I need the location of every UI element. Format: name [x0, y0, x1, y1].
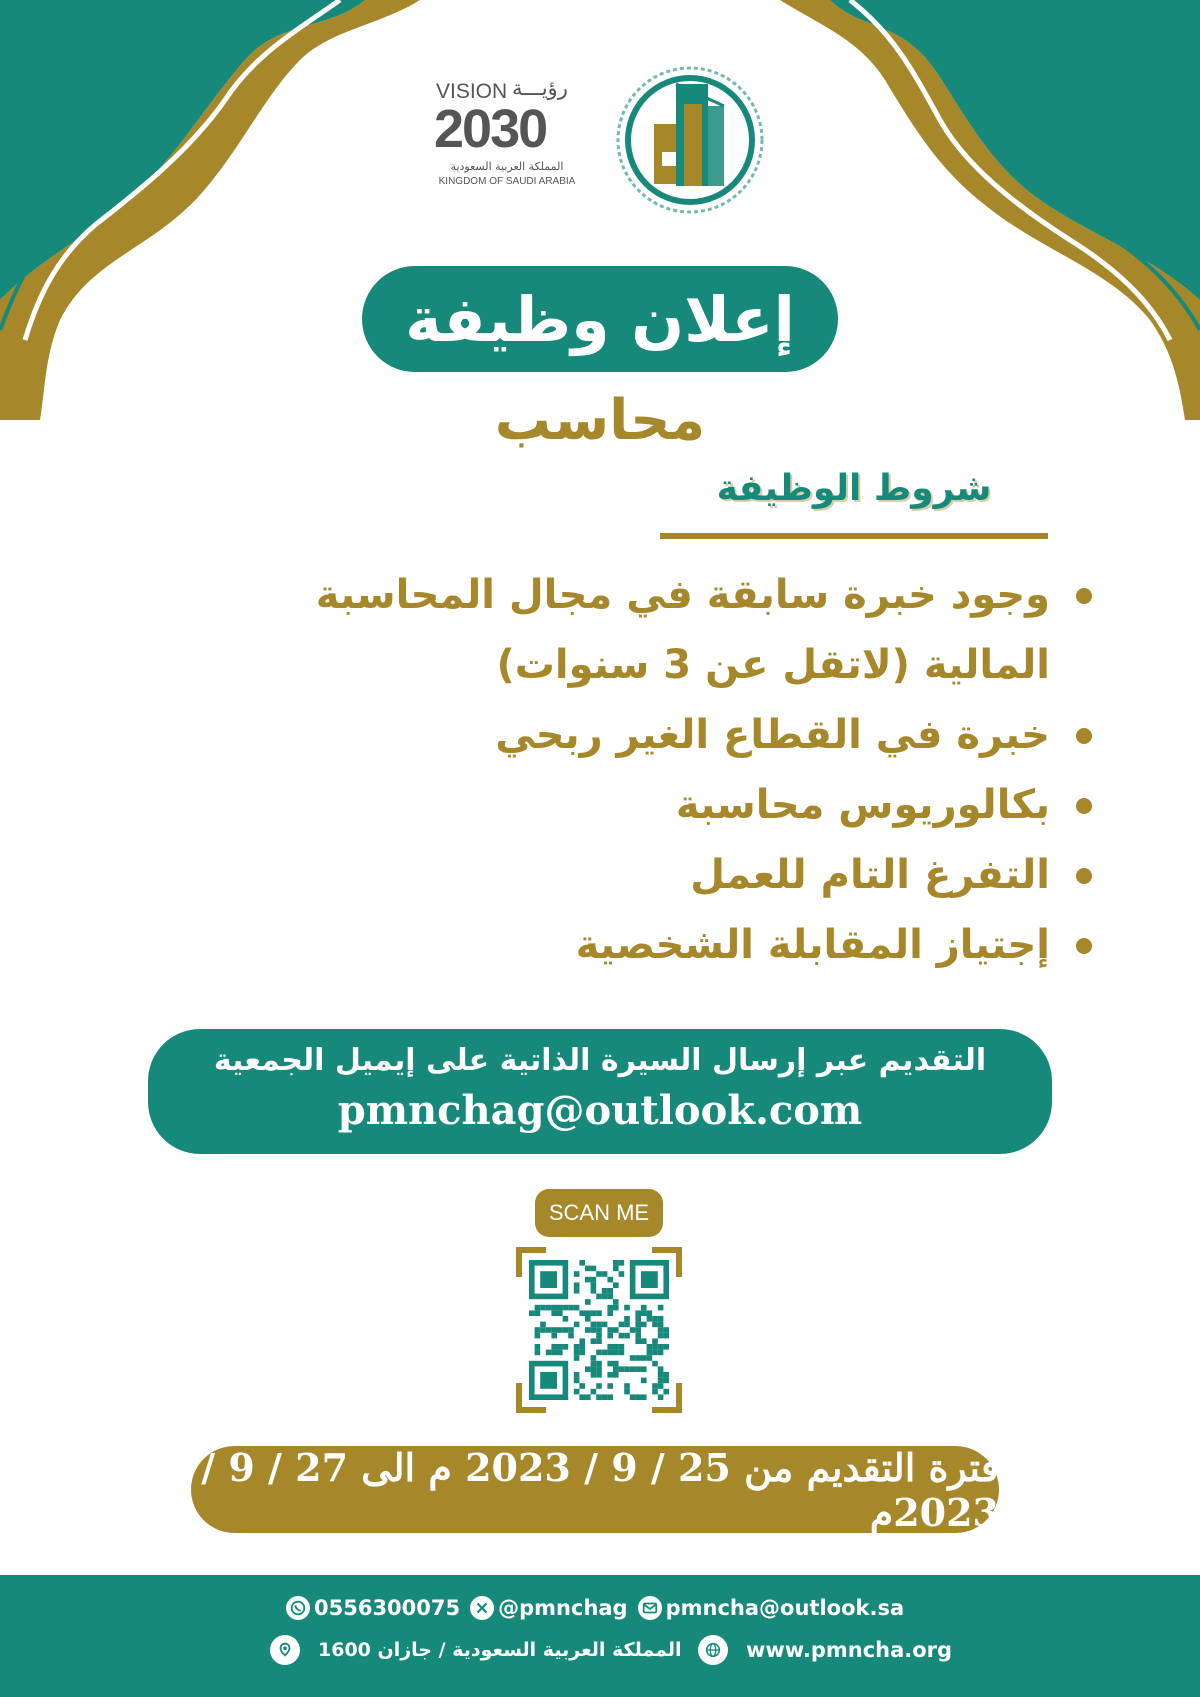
qr-module [568, 1305, 574, 1311]
qr-module [663, 1327, 669, 1333]
qr-module [563, 1344, 569, 1350]
qr-module [635, 1338, 641, 1344]
qr-module [619, 1344, 625, 1350]
qr-module [591, 1327, 597, 1333]
vision-year: 2030 [434, 99, 547, 159]
qr-module [596, 1350, 602, 1356]
qr-module [652, 1383, 658, 1389]
website-link[interactable]: www.pmncha.org [746, 1638, 953, 1662]
qr-module [535, 1327, 541, 1333]
qr-module [551, 1327, 557, 1333]
qr-modules [529, 1260, 669, 1400]
qr-module [607, 1394, 613, 1400]
qr-module [619, 1366, 625, 1372]
qr-module [602, 1394, 608, 1400]
qr-module [658, 1372, 664, 1378]
qr-module [596, 1361, 602, 1367]
qr-module [658, 1316, 664, 1322]
qr-module [641, 1355, 647, 1361]
qr-module [635, 1366, 641, 1372]
qr-finder-pattern [540, 1372, 557, 1389]
qr-module [540, 1327, 546, 1333]
footer-website-row [698, 1635, 952, 1665]
condition-item [220, 770, 1100, 840]
qr-module [579, 1260, 585, 1266]
qr-module [663, 1389, 669, 1395]
qr-module [535, 1305, 541, 1311]
qr-finder-pattern [540, 1271, 557, 1288]
qr-module [619, 1322, 625, 1328]
qr-module [557, 1327, 563, 1333]
qr-module [652, 1344, 658, 1350]
qr-module [613, 1344, 619, 1350]
qr-module [596, 1271, 602, 1277]
condition-text: التفرغ التام للعمل [690, 852, 1050, 898]
qr-module [641, 1366, 647, 1372]
condition-text: بكالوريوس محاسبة [675, 782, 1050, 828]
qr-module [574, 1288, 580, 1294]
qr-module [585, 1327, 591, 1333]
qr-module [563, 1316, 569, 1322]
footer-contacts-row [286, 1596, 904, 1620]
heading-underline [660, 533, 1048, 539]
qr-module [630, 1327, 636, 1333]
qr-module [596, 1383, 602, 1389]
qr-module [658, 1350, 664, 1356]
qr-module [591, 1277, 597, 1283]
qr-module [574, 1389, 580, 1395]
qr-module [591, 1288, 597, 1294]
qr-module [535, 1350, 541, 1356]
qr-module [658, 1344, 664, 1350]
job-conditions-list [220, 560, 1100, 980]
qr-module [607, 1333, 613, 1339]
qr-module [579, 1344, 585, 1350]
qr-module [535, 1310, 541, 1316]
qr-module [529, 1310, 535, 1316]
qr-module [624, 1366, 630, 1372]
qr-module [652, 1338, 658, 1344]
qr-module [658, 1383, 664, 1389]
qr-module [663, 1333, 669, 1339]
qr-module [613, 1366, 619, 1372]
footer-email[interactable]: pmncha@outlook.sa [665, 1596, 905, 1620]
bullet-icon [1076, 938, 1092, 954]
qr-module [641, 1378, 647, 1384]
qr-module [585, 1266, 591, 1272]
qr-module [607, 1372, 613, 1378]
qr-module [658, 1327, 664, 1333]
phone-number[interactable]: 0556300075 [314, 1596, 461, 1620]
qr-module [574, 1344, 580, 1350]
qr-module [607, 1350, 613, 1356]
qr-module [652, 1322, 658, 1328]
qr-module [585, 1366, 591, 1372]
qr-module [596, 1333, 602, 1339]
qr-module [557, 1350, 563, 1356]
globe-icon [698, 1635, 728, 1665]
qr-module [579, 1350, 585, 1356]
qr-module [641, 1322, 647, 1328]
qr-module [647, 1344, 653, 1350]
qr-module [602, 1271, 608, 1277]
qr-module [596, 1327, 602, 1333]
footer-address-row [270, 1635, 681, 1665]
qr-module [602, 1350, 608, 1356]
qr-module [585, 1299, 591, 1305]
apply-instructions-text: التقديم عبر إرسال السيرة الذاتية على إيميل الجمعية [213, 1043, 987, 1078]
qr-module [658, 1322, 664, 1328]
qr-module [596, 1310, 602, 1316]
job-announcement-title: إعلان وظيفة [362, 266, 838, 372]
qr-module [551, 1305, 557, 1311]
condition-item [220, 560, 1100, 700]
qr-module [546, 1327, 552, 1333]
qr-module [619, 1333, 625, 1339]
qr-module [591, 1310, 597, 1316]
qr-module [641, 1394, 647, 1400]
qr-module [607, 1288, 613, 1294]
qr-module [624, 1383, 630, 1389]
qr-module [613, 1361, 619, 1367]
qr-module [591, 1355, 597, 1361]
job-conditions-heading: شروط الوظيفة [716, 468, 992, 509]
qr-module [591, 1322, 597, 1328]
qr-module [652, 1350, 658, 1356]
qr-module [613, 1305, 619, 1311]
vision-label: VISION [436, 80, 508, 103]
qr-module [607, 1344, 613, 1350]
qr-module [596, 1366, 602, 1372]
qr-module [647, 1355, 653, 1361]
qr-module [624, 1316, 630, 1322]
qr-module [630, 1366, 636, 1372]
location-pin-icon [270, 1635, 300, 1665]
qr-module [591, 1372, 597, 1378]
apply-instructions-box [148, 1029, 1052, 1154]
qr-module [619, 1350, 625, 1356]
qr-module [591, 1389, 597, 1395]
qr-module [585, 1316, 591, 1322]
qr-module [652, 1389, 658, 1395]
qr-module [596, 1338, 602, 1344]
vision-2030-logo [432, 76, 592, 192]
x-twitter-icon [470, 1596, 494, 1620]
qr-module [607, 1294, 613, 1300]
kingdom-arabic-label: المملكة العربية السعودية [450, 160, 564, 173]
qr-module [591, 1282, 597, 1288]
organization-logo [604, 44, 784, 224]
qr-module [585, 1277, 591, 1283]
qr-module [635, 1394, 641, 1400]
qr-module [568, 1327, 574, 1333]
qr-module [635, 1322, 641, 1328]
qr-module [568, 1333, 574, 1339]
qr-module [574, 1355, 580, 1361]
qr-module [641, 1338, 647, 1344]
qr-module [663, 1344, 669, 1350]
qr-module [607, 1277, 613, 1283]
qr-module [607, 1310, 613, 1316]
qr-code[interactable] [516, 1247, 682, 1413]
condition-text: إجتياز المقابلة الشخصية [575, 922, 1050, 968]
qr-module [579, 1310, 585, 1316]
qr-module [574, 1350, 580, 1356]
condition-item [220, 840, 1100, 910]
qr-module [613, 1282, 619, 1288]
qr-module [613, 1299, 619, 1305]
bullet-icon [1076, 588, 1092, 604]
mail-icon [638, 1596, 662, 1620]
condition-text: وجود خبرة سابقة في مجال المحاسبة المالية (لاتقل عن 3 سنوات) [315, 572, 1050, 688]
qr-module [591, 1266, 597, 1272]
qr-module [658, 1333, 664, 1339]
qr-module [619, 1271, 625, 1277]
whatsapp-icon [286, 1596, 310, 1620]
qr-module [574, 1378, 580, 1384]
qr-module [647, 1350, 653, 1356]
footer-address: المملكة العربية السعودية / جازان 1600 [318, 1639, 682, 1661]
qr-module [607, 1361, 613, 1367]
qr-module [658, 1394, 664, 1400]
qr-module [579, 1383, 585, 1389]
qr-module [574, 1282, 580, 1288]
qr-module [613, 1350, 619, 1356]
qr-module [613, 1260, 619, 1266]
qr-module [619, 1260, 625, 1266]
apply-email-link[interactable]: pmnchag@outlook.com [337, 1087, 863, 1134]
application-period: فترة التقديم من 25 / 9 / 2023 م الى 27 / 9 / 2023م [191, 1446, 999, 1533]
contact-footer [0, 1575, 1200, 1697]
qr-module [557, 1305, 563, 1311]
qr-module [613, 1327, 619, 1333]
qr-module [607, 1327, 613, 1333]
qr-module [557, 1310, 563, 1316]
qr-module [607, 1305, 613, 1311]
vision-arabic-label: رؤيـــة [512, 76, 568, 100]
qr-module [602, 1294, 608, 1300]
qr-module [546, 1350, 552, 1356]
bullet-icon [1076, 798, 1092, 814]
qr-module [652, 1316, 658, 1322]
qr-module [540, 1322, 546, 1328]
qr-module [551, 1310, 557, 1316]
qr-module [551, 1333, 557, 1339]
job-position-title: محاسب [494, 388, 706, 453]
qr-module [540, 1305, 546, 1311]
qr-module [647, 1310, 653, 1316]
qr-module [596, 1372, 602, 1378]
qr-module [551, 1344, 557, 1350]
scan-me-label: SCAN ME [535, 1189, 663, 1237]
qr-module [557, 1344, 563, 1350]
qr-module [563, 1305, 569, 1311]
qr-module [574, 1322, 580, 1328]
qr-module [596, 1294, 602, 1300]
qr-module [663, 1372, 669, 1378]
qr-module [607, 1383, 613, 1389]
qr-module [613, 1266, 619, 1272]
qr-module [579, 1394, 585, 1400]
qr-module [635, 1355, 641, 1361]
qr-module [647, 1316, 653, 1322]
bullet-icon [1076, 868, 1092, 884]
qr-module [630, 1355, 636, 1361]
qr-module [574, 1305, 580, 1311]
qr-finder-pattern [641, 1271, 658, 1288]
qr-module [635, 1316, 641, 1322]
condition-item [220, 700, 1100, 770]
qr-module [591, 1338, 597, 1344]
condition-text: خبرة في القطاع الغير ربحي [495, 712, 1050, 758]
qr-module [658, 1305, 664, 1311]
qr-module [613, 1372, 619, 1378]
qr-module [624, 1389, 630, 1395]
qr-module [658, 1366, 664, 1372]
qr-module [630, 1394, 636, 1400]
qr-module [551, 1350, 557, 1356]
qr-module [635, 1333, 641, 1339]
qr-module [546, 1305, 552, 1311]
qr-module [641, 1305, 647, 1311]
qr-module [591, 1366, 597, 1372]
qr-module [535, 1333, 541, 1339]
qr-module [596, 1394, 602, 1400]
qr-module [624, 1322, 630, 1328]
qr-module [624, 1333, 630, 1339]
qr-module [663, 1378, 669, 1384]
qr-module [535, 1344, 541, 1350]
qr-module [635, 1310, 641, 1316]
qr-module [574, 1271, 580, 1277]
qr-module [635, 1327, 641, 1333]
condition-item [220, 910, 1100, 980]
qr-module [563, 1327, 569, 1333]
qr-module [596, 1322, 602, 1328]
qr-module [602, 1322, 608, 1328]
bullet-icon [1076, 728, 1092, 744]
qr-module [585, 1394, 591, 1400]
twitter-handle[interactable]: @pmnchag [498, 1596, 628, 1620]
qr-module [585, 1310, 591, 1316]
qr-module [624, 1305, 630, 1311]
qr-module [579, 1338, 585, 1344]
qr-module [652, 1361, 658, 1367]
qr-module [574, 1372, 580, 1378]
qr-module [641, 1310, 647, 1316]
qr-module [602, 1288, 608, 1294]
kingdom-english-label: KINGDOM OF SAUDI ARABIA [438, 176, 576, 187]
qr-module [591, 1361, 597, 1367]
qr-module [658, 1378, 664, 1384]
